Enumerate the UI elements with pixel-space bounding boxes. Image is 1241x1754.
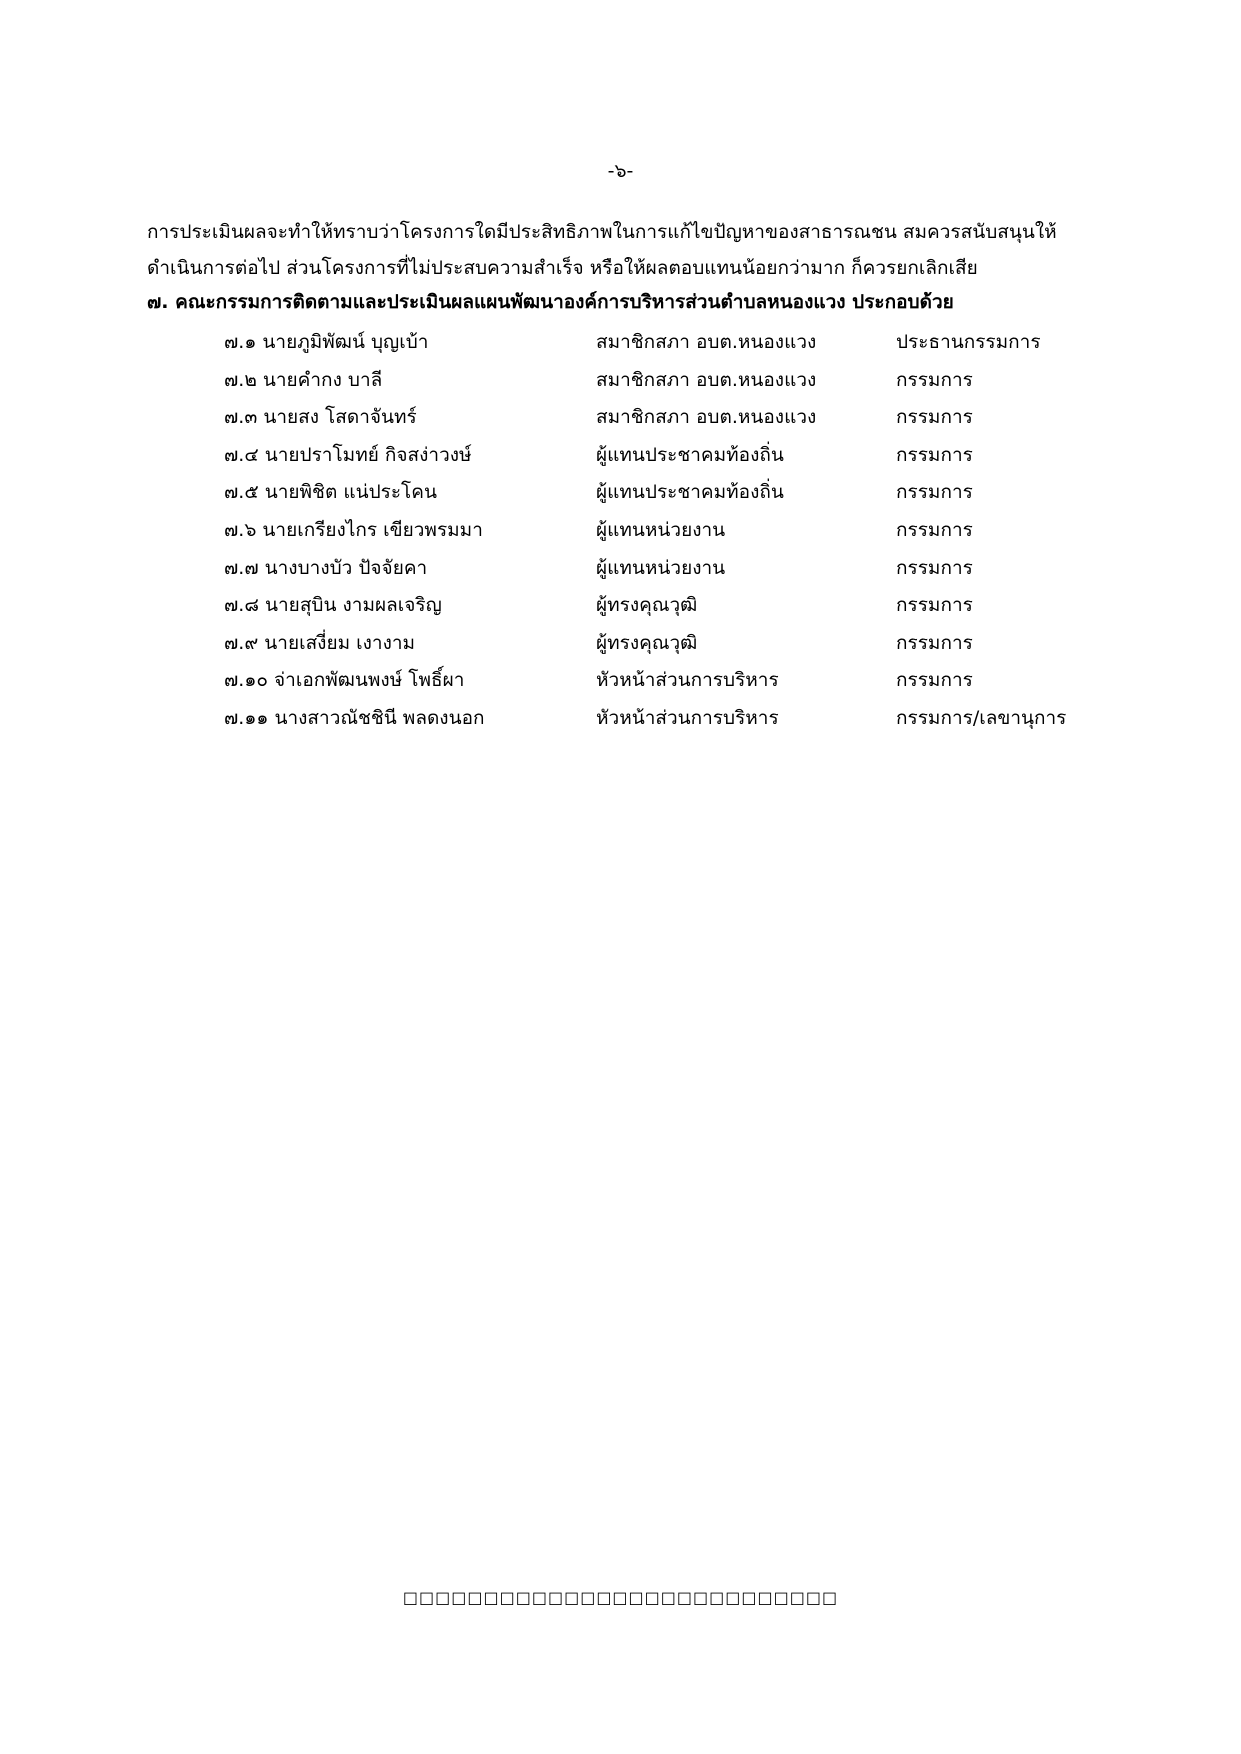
member-role: กรรมการ xyxy=(896,594,973,617)
member-name: ๗.๒ นายคำกง บาลี xyxy=(224,368,383,391)
section-heading: ๗. คณะกรรมการติดตามและประเมินผลแผนพัฒนาองค์การบริหารส่วนตำบลหนองแวง ประกอบด้วย xyxy=(147,291,954,313)
member-name: ๗.๓ นายสง โสดาจันทร์ xyxy=(224,406,417,429)
intro-paragraph xyxy=(147,214,1137,286)
member-organization: ผู้ทรงคุณวุฒิ xyxy=(596,631,698,654)
member-organization: หัวหน้าส่วนการบริหาร xyxy=(596,706,779,729)
member-role: กรรมการ/เลขานุการ xyxy=(896,706,1067,729)
member-role: กรรมการ xyxy=(896,518,973,541)
member-name: ๗.๖ นายเกรียงไกร เขียวพรมมา xyxy=(224,518,483,541)
member-organization: สมาชิกสภา อบต.หนองแวง xyxy=(596,368,817,391)
member-role: กรรมการ xyxy=(896,669,973,692)
member-name: ๗.๑ นายภูมิพัฒน์ บุญเบ้า xyxy=(224,331,429,353)
member-organization: หัวหน้าส่วนการบริหาร xyxy=(596,669,779,692)
member-name: ๗.๗ นางบางบัว ปัจจัยคา xyxy=(224,556,428,579)
intro-line-2: ดำเนินการต่อไป ส่วนโครงการที่ไม่ประสบความสำเร็จ หรือให้ผลตอบแทนน้อยกว่ามาก ก็ควรยกเลิกเสีย xyxy=(147,257,978,279)
member-name: ๗.๑๐ จ่าเอกพัฒนพงษ์ โพธิ์ผา xyxy=(224,669,465,692)
member-name: ๗.๙ นายเสงี่ยม เงางาม xyxy=(224,631,416,654)
member-role: กรรมการ xyxy=(896,443,973,466)
member-name: ๗.๕ นายพิชิต แน่ประโคน xyxy=(224,481,437,504)
member-organization: ผู้แทนหน่วยงาน xyxy=(596,518,726,541)
footer-placeholder-marks: □□□□□□□□□□□□□□□□□□□□□□□□□□□ xyxy=(402,1588,839,1607)
member-organization: ผู้แทนประชาคมท้องถิ่น xyxy=(596,443,784,466)
member-role: กรรมการ xyxy=(896,631,973,654)
member-organization: สมาชิกสภา อบต.หนองแวง xyxy=(596,406,817,429)
member-organization: ผู้แทนประชาคมท้องถิ่น xyxy=(596,481,784,504)
member-role: กรรมการ xyxy=(896,406,973,429)
member-name: ๗.๑๑ นางสาวณัชชินี พลดงนอก xyxy=(224,706,485,729)
member-organization: สมาชิกสภา อบต.หนองแวง xyxy=(596,331,817,353)
member-role: ประธานกรรมการ xyxy=(896,331,1041,353)
member-organization: ผู้แทนหน่วยงาน xyxy=(596,556,726,579)
page-number: -๖- xyxy=(607,160,634,182)
member-role: กรรมการ xyxy=(896,368,973,391)
member-role: กรรมการ xyxy=(896,556,973,579)
member-name: ๗.๘ นายสุบิน งามผลเจริญ xyxy=(224,594,442,617)
member-organization: ผู้ทรงคุณวุฒิ xyxy=(596,594,698,617)
member-name: ๗.๔ นายปราโมทย์ กิจสง่าวงษ์ xyxy=(224,443,472,466)
intro-line-1: การประเมินผลจะทำให้ทราบว่าโครงการใดมีประสิทธิภาพในการแก้ไขปัญหาของสาธารณชน สมควรสนับสนุนให้ xyxy=(147,221,1057,243)
member-role: กรรมการ xyxy=(896,481,973,504)
